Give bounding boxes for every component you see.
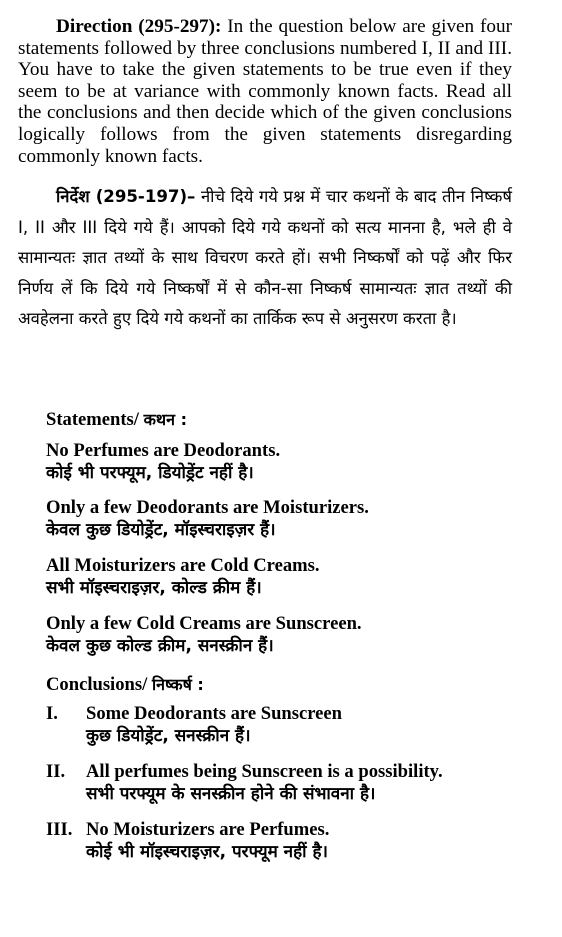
statement-4 — [46, 613, 546, 658]
statement-2 — [46, 497, 546, 542]
conclusion-1-number: I. — [46, 703, 58, 724]
direction-english — [18, 16, 512, 167]
statement-2-hindi: केवल कुछ डियोड्रेंट, मॉइस्चराइज़र हैं। — [46, 520, 276, 540]
conclusion-2 — [46, 761, 556, 806]
direction-hindi — [18, 182, 512, 335]
statements-heading-hindi: कथन : — [143, 410, 187, 429]
conclusion-2-english: All perfumes being Sunscreen is a possibility. — [86, 761, 443, 782]
conclusion-3-hindi: कोई भी मॉइस्चराइज़र, परफ्यूम नहीं है। — [86, 842, 328, 862]
conclusion-3-number: III. — [46, 819, 73, 840]
statement-4-english: Only a few Cold Creams are Sunscreen. — [46, 613, 362, 634]
conclusion-3 — [46, 819, 556, 864]
statement-3 — [46, 555, 546, 600]
conclusion-1 — [46, 703, 556, 748]
conclusions-heading-english: Conclusions/ — [46, 674, 148, 695]
direction-label-english: Direction (295-297): — [56, 16, 222, 37]
direction-text-hindi: नीचे दिये गये प्रश्न में चार कथनों के बाद तीन निष्कर्ष I, II और III दिये गये हैं। आपको दिये गये कथनों को सत्य मानना है, भले ही वे सामान्यतः ज्ञात तथ्यों के साथ विचरण करते हों। सभी निष्कर्षों को पढ़ें और फिर निर्णय लें कि दिये गये निष्कर्षों में से कौन-सा निष्कर्ष सामान्यतः ज्ञात तथ्यों की अवहेलना करते हुए दिये गये कथनों का तार्किक रूप से अनुसरण करता है। — [18, 187, 512, 329]
conclusion-2-hindi: सभी परफ्यूम के सनस्क्रीन होने की संभावना है। — [86, 784, 376, 804]
conclusions-heading — [46, 673, 546, 696]
direction-text-english: In the question below are given four statements followed by three conclusions numbered I, II and III. You have to take the given statements to be true even if they seem to be at variance with commonly known facts. Read all the conclusions and then decide which of the given conclusions logically follows from the given statements disregarding commonly known facts. — [18, 16, 513, 167]
statement-1 — [46, 440, 546, 485]
statement-3-english: All Moisturizers are Cold Creams. — [46, 555, 320, 576]
conclusion-2-number: II. — [46, 761, 66, 782]
statement-3-hindi: सभी मॉइस्चराइज़र, कोल्ड क्रीम हैं। — [46, 578, 262, 598]
statements-heading — [46, 408, 546, 431]
conclusion-1-english: Some Deodorants are Sunscreen — [86, 703, 342, 724]
conclusion-3-english: No Moisturizers are Perfumes. — [86, 819, 330, 840]
statement-1-english: No Perfumes are Deodorants. — [46, 440, 281, 461]
conclusions-heading-hindi: निष्कर्ष : — [151, 675, 204, 694]
statement-4-hindi: केवल कुछ कोल्ड क्रीम, सनस्क्रीन हैं। — [46, 636, 274, 656]
statement-2-english: Only a few Deodorants are Moisturizers. — [46, 497, 369, 518]
statements-heading-english: Statements/ — [46, 409, 139, 430]
statement-1-hindi: कोई भी परफ्यूम, डियोड्रेंट नहीं है। — [46, 463, 254, 483]
direction-label-hindi: निर्देश (295-197)– — [56, 187, 196, 206]
conclusion-1-hindi: कुछ डियोड्रेंट, सनस्क्रीन हैं। — [86, 726, 251, 746]
